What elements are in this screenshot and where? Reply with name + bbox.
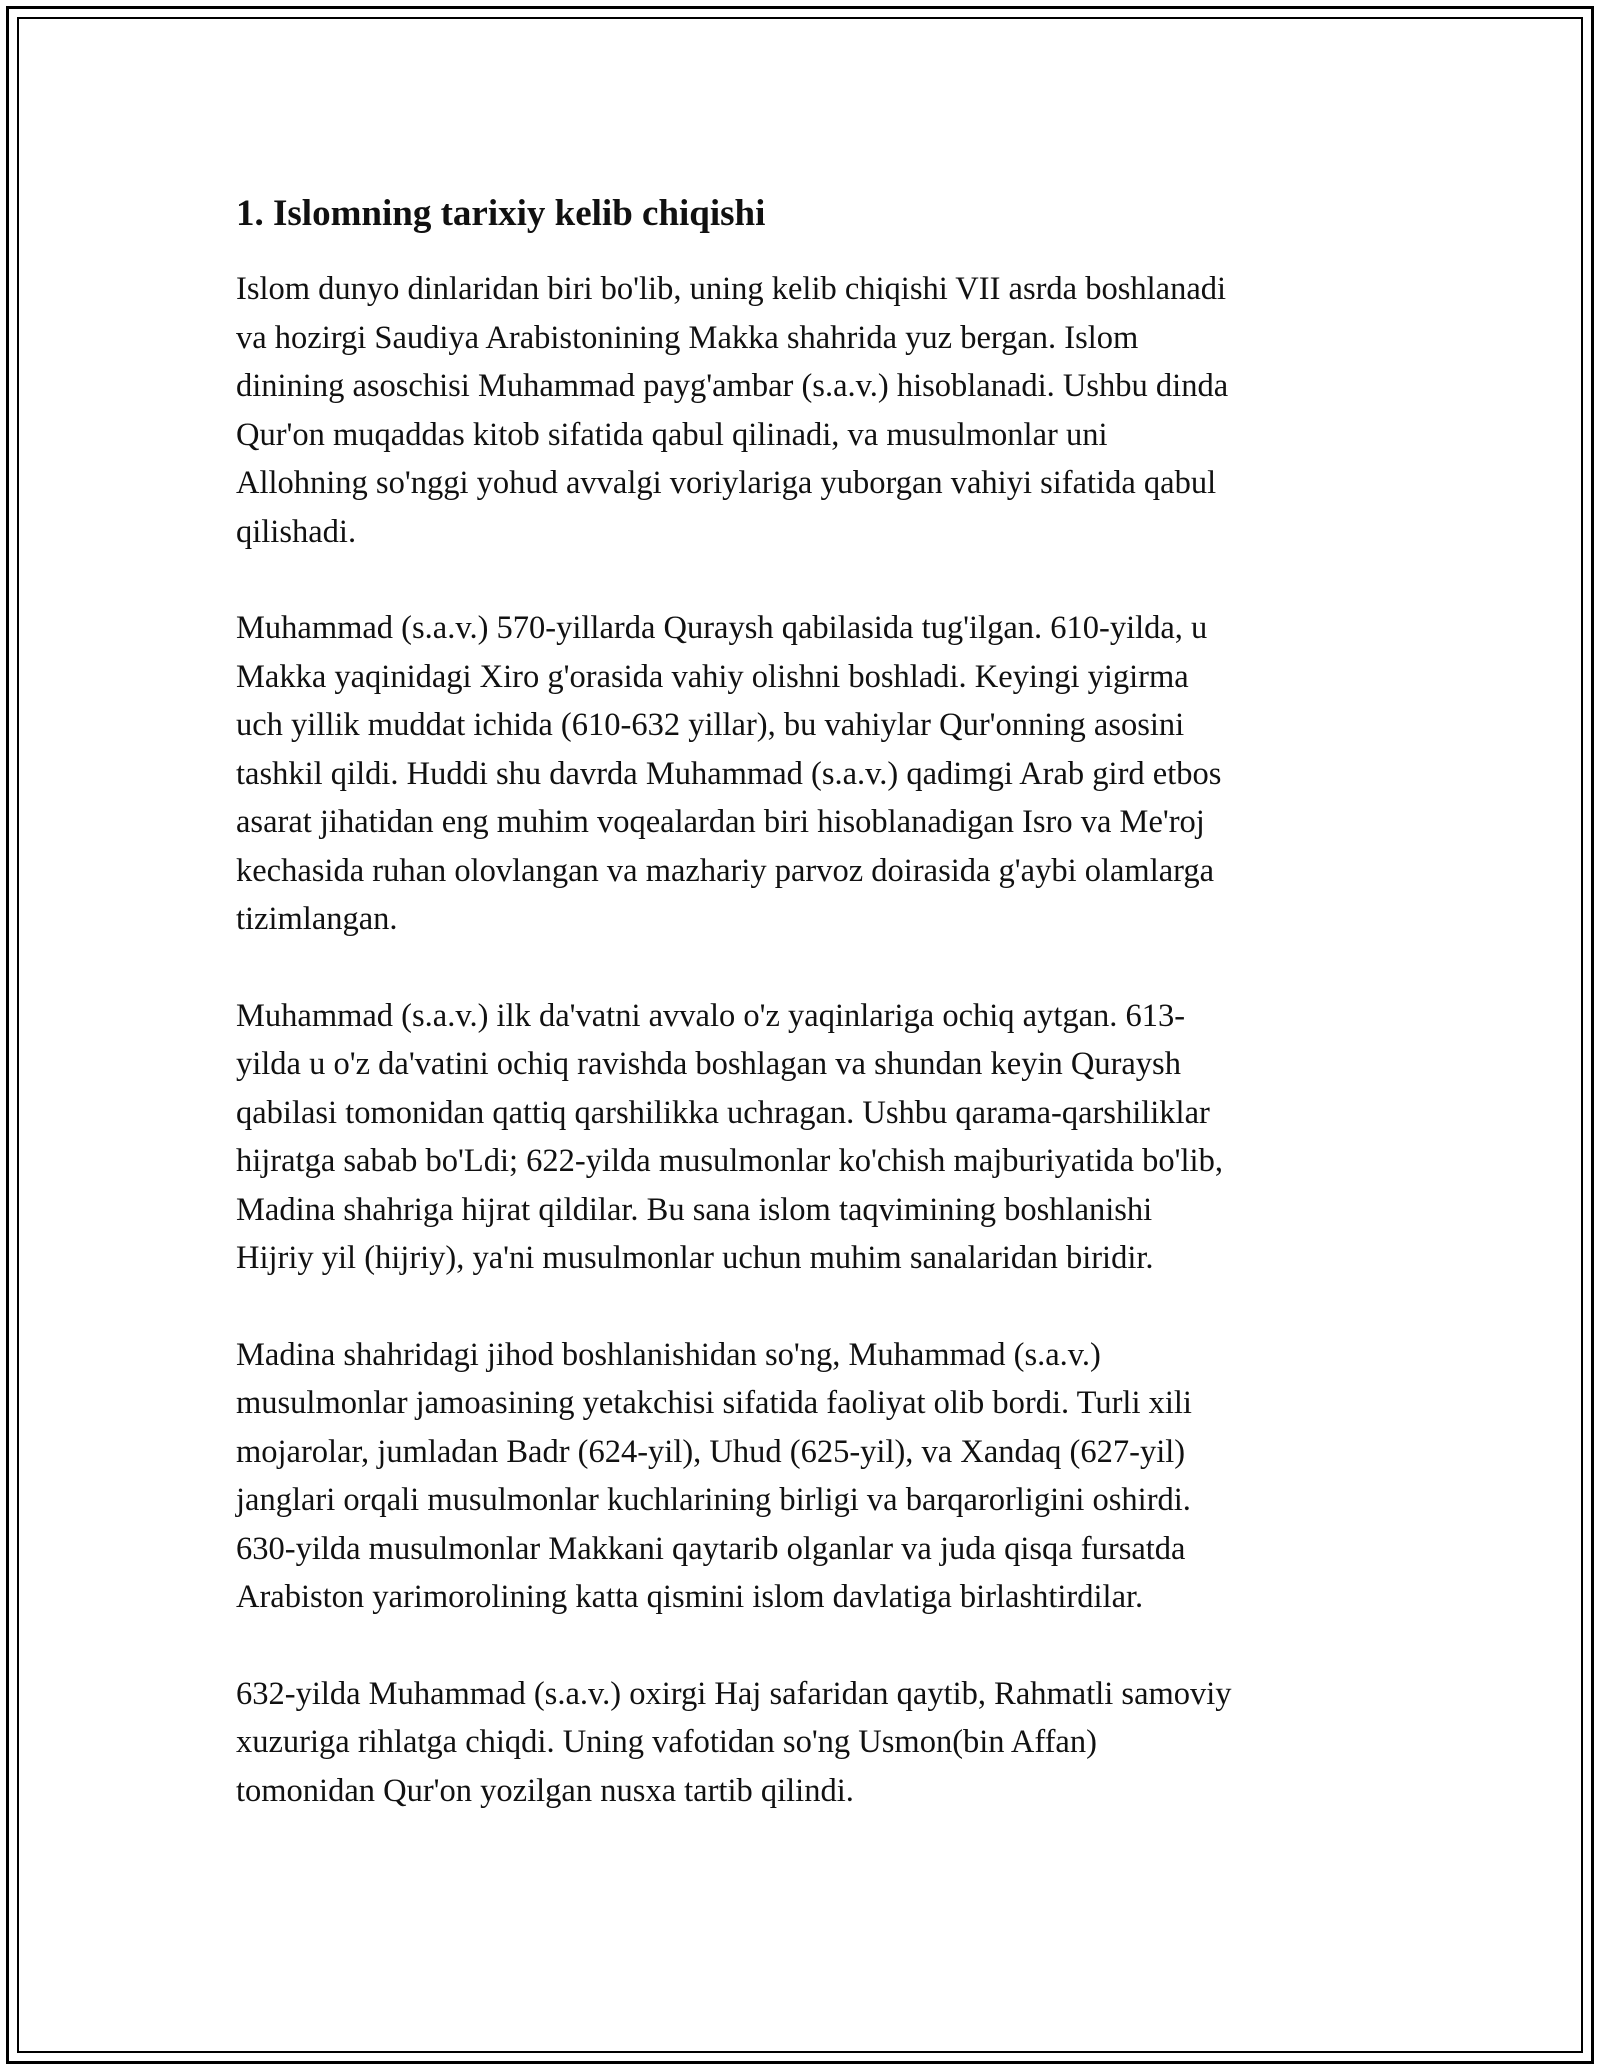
text-line: tizimlangan. (236, 901, 398, 937)
text-line: qilishadi. (236, 513, 357, 550)
paragraph-2 (236, 604, 1376, 944)
text-line: Madina shahriga hijrat qildilar. Bu sana islom taqvimining boshlanishi (236, 1191, 1153, 1228)
text-line: Madina shahridagi jihod boshlanishidan so'ng, Muhammad (s.a.v.) (236, 1336, 1101, 1373)
text-line: uch yillik muddat ichida (610-632 yillar), bu vahiylar Qur'onning asosini (236, 707, 1185, 743)
text-line: yilda u o'z da'vatini ochiq ravishda boshlagan va shundan keyin Quraysh (236, 1046, 1181, 1082)
text-line: tomonidan Qur'on yozilgan nusxa tartib qilindi. (236, 1772, 854, 1809)
text-line: va hozirgi Saudiya Arabistonining Makka shahrida yuz bergan. Islom (236, 319, 1139, 356)
text-line: Arabiston yarimorolining katta qismini islom davlatiga birlashtirdilar. (236, 1579, 1144, 1615)
text-line: Islom dunyo dinlaridan biri bo'lib, uning kelib chiqishi VII asrda boshlanadi (236, 271, 1227, 307)
document-body (236, 185, 1376, 1863)
text-line: musulmonlar jamoasining yetakchisi sifatida faoliyat olib bordi. Turli xili (236, 1385, 1192, 1421)
text-line: mojarolar, jumladan Badr (624-yil), Uhud (625-yil), va Xandaq (627-yil) (236, 1433, 1186, 1470)
text-line: xuzuriga rihlatga chiqdi. Uning vafotidan so'ng Usmon(bin Affan) (236, 1724, 1097, 1760)
paragraph-5 (236, 1670, 1376, 1816)
text-line: tashkil qildi. Huddi shu davrda Muhammad (s.a.v.) qadimgi Arab gird etbos (236, 755, 1222, 792)
section-heading: 1. Islomning tarixiy kelib chiqishi (236, 193, 766, 234)
text-line: asarat jihatidan eng muhim voqealardan biri hisoblanadigan Isro va Me'roj (236, 804, 1205, 840)
text-line: 632-yilda Muhammad (s.a.v.) oxirgi Haj safaridan qaytib, Rahmatli samoviy (236, 1675, 1232, 1712)
text-line: janglari orqali musulmonlar kuchlarining birligi va barqarorligini oshirdi. (236, 1482, 1191, 1518)
text-line: Muhammad (s.a.v.) 570-yillarda Quraysh qabilasida tug'ilgan. 610-yilda, u (236, 610, 1208, 646)
text-line: 630-yilda musulmonlar Makkani qaytarib olganlar va juda qisqa fursatda (236, 1530, 1186, 1567)
paragraph-4 (236, 1331, 1376, 1622)
text-line: Muhammad (s.a.v.) ilk da'vatni avvalo o'z yaqinlariga ochiq aytgan. 613- (236, 997, 1186, 1034)
paragraph-3 (236, 992, 1376, 1283)
text-line: Hijriy yil (hijriy), ya'ni musulmonlar uchun muhim sanalaridan biridir. (236, 1240, 1154, 1276)
text-line: dinining asoschisi Muhammad payg'ambar (s.a.v.) hisoblanadi. Ushbu dinda (236, 368, 1229, 404)
paragraph-1 (236, 265, 1376, 556)
text-line: qabilasi tomonidan qattiq qarshilikka uchragan. Ushbu qarama-qarshiliklar (236, 1094, 1210, 1131)
text-line: kechasida ruhan olovlangan va mazhariy parvoz doirasida g'aybi olamlarga (236, 852, 1215, 889)
text-line: Allohning so'nggi yohud avvalgi voriylariga yuborgan vahiyi sifatida qabul (236, 465, 1217, 501)
text-line: Makka yaqinidagi Xiro g'orasida vahiy olishni boshladi. Keyingi yigirma (236, 658, 1189, 695)
text-line: hijratga sabab bo'Ldi; 622-yilda musulmonlar ko'chish majburiyatida bo'lib, (236, 1143, 1223, 1179)
text-line: Qur'on muqaddas kitob sifatida qabul qilinadi, va musulmonlar uni (236, 416, 1108, 453)
